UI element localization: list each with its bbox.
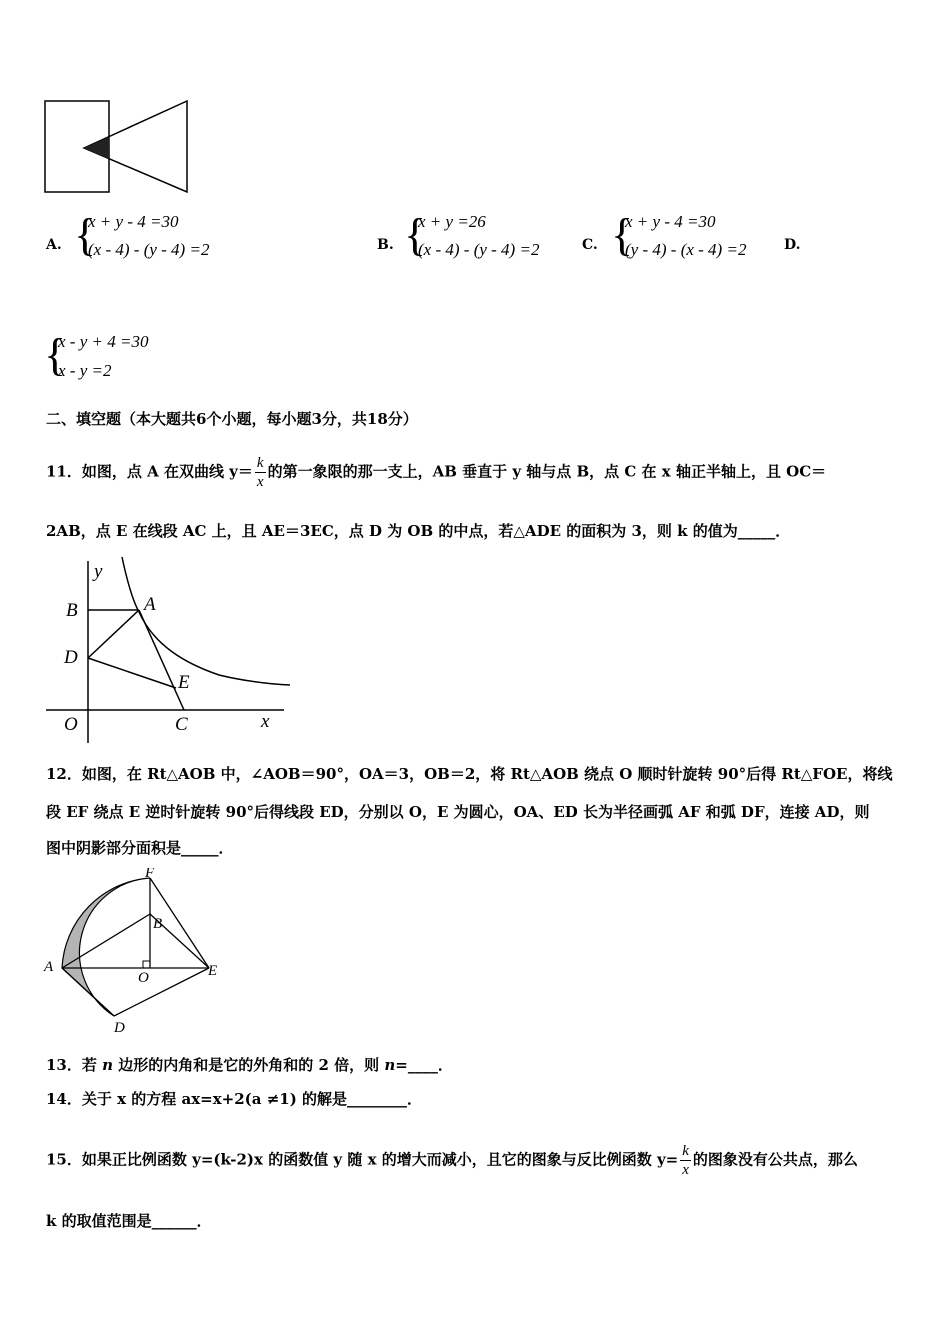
q11-fraction <box>255 454 266 491</box>
q11-frac-den: x <box>256 474 264 490</box>
q15-line1-pre: 15．如果正比例函数 y=(k-2)x 的函数值 y 随 x 的增大而减小，且它的图象与反比例函数 y= <box>46 1150 679 1169</box>
hyperbola-curve <box>122 557 290 685</box>
label-a: A <box>44 959 54 975</box>
option-c-eq2: (y - 4) - (x - 4) =2 <box>625 240 747 259</box>
q12-line1: 12．如图，在 Rt△AOB 中，∠AOB＝90°，OA＝3，OB＝2，将 Rt△AOB 绕点 O 顺时针旋转 90°后得 Rt△FOE，将线 <box>46 765 893 783</box>
q10-figure <box>44 98 194 196</box>
q13-pre: 13．若 <box>46 1056 103 1074</box>
q13-line <box>46 1054 453 1075</box>
q11-figure <box>44 555 294 745</box>
label-a: A <box>144 594 156 615</box>
label-o: O <box>64 714 78 735</box>
option-a-brace: { <box>74 209 97 260</box>
option-d-eq1: x - y + 4 =30 <box>58 332 149 351</box>
segment-da <box>88 610 139 658</box>
label-c: C <box>175 714 188 735</box>
option-d-eq2: x - y =2 <box>58 361 112 380</box>
option-a-eq1: x + y - 4 =30 <box>88 212 179 231</box>
label-d: D <box>64 647 78 668</box>
q12-line3: 图中阴影部分面积是_____． <box>46 839 234 857</box>
q15-fraction <box>680 1142 691 1179</box>
q11-line1-post: 的第一象限的那一支上，AB 垂直于 y 轴与点 B，点 C 在 x 轴正半轴上，且 OC＝ <box>267 462 827 481</box>
label-b: B <box>153 916 163 932</box>
option-c-label[interactable]: C. <box>582 237 598 253</box>
right-angle-mark <box>143 961 150 968</box>
option-b-eq2: (x - 4) - (y - 4) =2 <box>418 240 540 259</box>
q14-line: 14．关于 x 的方程 ax=x+2(a ≠1) 的解是________． <box>46 1090 423 1108</box>
q12-figure <box>42 868 232 1040</box>
q15-frac-num: k <box>682 1143 689 1159</box>
q12-line2: 段 EF 绕点 E 逆时针旋转 90°后得线段 ED，分别以 O，E 为圆心，OA、ED 长为半径画弧 AF 和弧 DF，连接 AD，则 <box>46 803 870 821</box>
q15-line1 <box>46 1142 858 1179</box>
q11-line1 <box>46 454 826 491</box>
segment-ac <box>139 610 184 710</box>
shaded-overlap <box>84 137 109 159</box>
shaded-region <box>62 878 150 1016</box>
option-b-brace: { <box>404 209 427 260</box>
label-o: O <box>138 970 149 986</box>
q15-line1-post: 的图象没有公共点，那么 <box>692 1150 858 1169</box>
option-d-brace: { <box>44 329 67 380</box>
section-title: 二、填空题（本大题共6个小题，每小题3分，共18分） <box>46 410 418 428</box>
label-y: y <box>94 561 103 582</box>
q11-frac-num: k <box>256 455 264 471</box>
label-e: E <box>178 672 190 693</box>
option-c-brace: { <box>611 209 634 260</box>
label-b: B <box>66 600 78 621</box>
q11-line1-pre: 11．如图，点 A 在双曲线 y＝ <box>46 462 253 481</box>
label-f: F <box>145 868 155 881</box>
option-b-eq1: x + y =26 <box>418 212 486 231</box>
option-d-label[interactable]: D. <box>784 237 801 253</box>
q13-var2: n <box>384 1056 396 1074</box>
option-b-label[interactable]: B. <box>377 237 394 253</box>
q13-var: n <box>102 1056 114 1074</box>
option-c-eq1: x + y - 4 =30 <box>625 212 716 231</box>
q13-mid: 边形的内角和是它的外角和的 2 倍，则 <box>113 1056 385 1074</box>
q15-line2: k 的取值范围是______． <box>46 1212 212 1230</box>
label-e: E <box>208 963 218 979</box>
option-a-eq2: (x - 4) - (y - 4) =2 <box>88 240 210 259</box>
segment-ed <box>114 968 209 1016</box>
q11-line2: 2AB，点 E 在线段 AC 上，且 AE＝3EC，点 D 为 OB 的中点，若△ADE 的面积为 3，则 k 的值为_____． <box>46 522 791 540</box>
q13-post: =____． <box>395 1056 453 1074</box>
segment-ad <box>62 968 114 1016</box>
q15-frac-den: x <box>682 1162 689 1178</box>
option-a-label[interactable]: A. <box>46 237 62 253</box>
label-d: D <box>114 1020 125 1036</box>
label-x: x <box>261 711 270 732</box>
